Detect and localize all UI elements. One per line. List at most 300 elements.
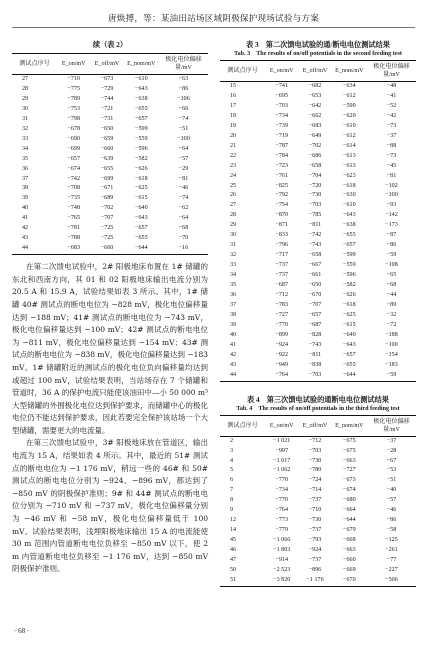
table-cell: 32 bbox=[230, 252, 237, 259]
table-cell: −40 bbox=[386, 487, 397, 494]
table-row bbox=[12, 244, 208, 254]
table-cell: −744 bbox=[100, 95, 114, 102]
table-cell: −754 bbox=[275, 202, 289, 209]
table-cell: 41 bbox=[230, 341, 237, 348]
table-cell: −630 bbox=[343, 192, 356, 199]
table-cell: −743 bbox=[308, 242, 322, 249]
table-row bbox=[220, 291, 416, 301]
table-cell: −737 bbox=[308, 557, 322, 564]
table-cell: −642 bbox=[308, 102, 322, 109]
table-row bbox=[12, 155, 208, 165]
table-cell: 43 bbox=[230, 361, 237, 368]
table-cell: −710 bbox=[67, 76, 81, 82]
table-cell: −53 bbox=[386, 467, 397, 474]
table-cell: −52 bbox=[386, 102, 397, 109]
table-cell: −922 bbox=[275, 351, 289, 358]
table-cell: −742 bbox=[67, 175, 81, 182]
table-cell: −770 bbox=[275, 497, 289, 504]
table-cell: −644 bbox=[332, 371, 367, 381]
table-cell: −613 bbox=[343, 162, 356, 169]
table-cell: −737 bbox=[275, 262, 289, 269]
table-cell: −690 bbox=[67, 135, 81, 142]
table-cell: −664 bbox=[343, 507, 356, 514]
table-cell: −792 bbox=[275, 192, 289, 199]
table-cell: 39 bbox=[230, 321, 237, 328]
table-cell: −42 bbox=[386, 112, 397, 119]
paragraph-second-feeding: 在第二次馈电试验中，2# 阳极地床布置在 1# 储罐的东北和西南方向，其 01 和 02 阳极地床输出电流分别为 20.5 A 和 15.9 A，试验结果如表 3 所示。其中，1# 储罐 40# 测试点的断电电位为 −828 mV，极化电位偏移量达到 −188 mV；41# 测试点的断电电位为 −743 mV，极化电位偏移量达到 −100 mV；42# 测试点的断电电位为 −811 mV，极化电位偏移量达到 −154 mV；43# 测试点的断电电位为 −838 mV，极化电位偏移量达到 −183 mV。1# 储罐附近的测试点的极化电位负向偏移量均达到或超过 100 mV，试验结果表明，当站场存在 7 个储罐和管道时，36 A 的保护电流只能使该油田中—小 50 000 m³ 大型储罐的外围极化电位达到保护要求，而储罐中心的极化电位仍不能达到保护要求，因此若要完全保护该站场一个大型储罐，需要更大的电流量。 bbox=[12, 262, 208, 435]
table-cell: −721 bbox=[100, 105, 114, 112]
table-cell: 3 bbox=[230, 447, 234, 454]
table-cell: −668 bbox=[343, 537, 356, 544]
table-row bbox=[12, 75, 208, 85]
table-cell: 36 bbox=[22, 165, 29, 172]
table-cell: −610 bbox=[343, 202, 356, 209]
table-row bbox=[220, 301, 416, 311]
table-cell: −2 523 bbox=[273, 566, 291, 573]
table-cell: −599 bbox=[343, 252, 356, 259]
table-cell: −761 bbox=[275, 172, 289, 179]
table-cell: −896 bbox=[308, 566, 322, 573]
table-cell: −663 bbox=[343, 547, 356, 554]
table-cell: 23 bbox=[230, 162, 237, 169]
table-cell: −626 bbox=[343, 292, 356, 299]
table-cell: −662 bbox=[308, 112, 322, 119]
table-cell: −741 bbox=[275, 83, 289, 89]
table-cell: 2 bbox=[230, 437, 234, 444]
table-cell: −660 bbox=[90, 244, 123, 254]
table-row bbox=[12, 214, 208, 224]
table-cell: −727 bbox=[343, 467, 356, 474]
table-cell: 39 bbox=[22, 195, 29, 202]
table-cell: 32 bbox=[22, 125, 29, 132]
table-cell: −870 bbox=[275, 212, 289, 219]
table-cell: −28 bbox=[386, 447, 397, 454]
table-cell: −77 bbox=[386, 557, 397, 564]
table-cell: −100 bbox=[177, 135, 190, 142]
table-row bbox=[220, 221, 416, 231]
table-cell: −781 bbox=[67, 225, 81, 232]
column-header: E_on/mV bbox=[265, 61, 298, 82]
table-cell: −66 bbox=[178, 105, 189, 112]
table-cell: −614 bbox=[343, 142, 356, 149]
table-cell: 33 bbox=[230, 262, 237, 269]
table-cell: −89 bbox=[386, 301, 397, 308]
table-cell: −610 bbox=[343, 122, 356, 129]
table-cell: −142 bbox=[385, 212, 398, 219]
column-header: E_nom/mV bbox=[332, 415, 367, 436]
table-row bbox=[220, 526, 416, 536]
table-row bbox=[220, 496, 416, 506]
table-cell: −661 bbox=[308, 272, 322, 279]
table-cell: −57 bbox=[178, 155, 189, 162]
table-cell: 38 bbox=[230, 311, 237, 318]
table-cell: −615 bbox=[343, 321, 356, 328]
table-cell: −674 bbox=[343, 487, 356, 494]
table-row bbox=[220, 162, 416, 172]
table-cell: −708 bbox=[67, 185, 81, 192]
table-cell: −1 017 bbox=[273, 457, 291, 464]
table-row bbox=[220, 251, 416, 261]
column-header: E_off/mV bbox=[298, 61, 331, 82]
table-cell: −775 bbox=[67, 85, 81, 92]
table-cell: −596 bbox=[135, 145, 148, 152]
table-cell: −1 021 bbox=[273, 437, 291, 444]
table-cell: −707 bbox=[100, 215, 114, 222]
table-cell: 12 bbox=[230, 517, 237, 524]
table-cell: −765 bbox=[67, 215, 81, 222]
table-row bbox=[220, 172, 416, 182]
table-cell: 34 bbox=[230, 272, 237, 279]
table-cell: −125 bbox=[385, 537, 398, 544]
table-cell: −683 bbox=[308, 122, 322, 129]
table-cell: −655 bbox=[343, 361, 356, 368]
table-cell: −789 bbox=[67, 95, 81, 102]
table-cell: −37 bbox=[386, 437, 397, 444]
table-cell: −811 bbox=[308, 222, 322, 229]
table-cell: −734 bbox=[275, 112, 289, 119]
table-cell: −615 bbox=[135, 195, 148, 202]
table-cell: −653 bbox=[308, 92, 322, 99]
table-cell: 19 bbox=[230, 122, 237, 129]
table-cell: 42 bbox=[230, 351, 237, 358]
table-cell: −73 bbox=[386, 122, 397, 129]
table2-continued bbox=[12, 53, 208, 255]
table-cell: −86 bbox=[386, 517, 397, 524]
table-cell: 51 bbox=[220, 576, 265, 586]
table-row bbox=[220, 281, 416, 291]
table-cell: −737 bbox=[275, 272, 289, 279]
table-cell: −86 bbox=[386, 242, 397, 249]
table-cell: 44 bbox=[220, 371, 265, 381]
table-cell: 35 bbox=[22, 155, 29, 162]
table-cell: −703 bbox=[308, 447, 322, 454]
table-cell: −87 bbox=[386, 232, 397, 239]
table-cell: −997 bbox=[275, 447, 289, 454]
table-cell: −735 bbox=[67, 195, 81, 202]
table-row bbox=[220, 556, 416, 566]
table-cell: −68 bbox=[178, 225, 189, 232]
table-cell: −764 bbox=[265, 371, 298, 381]
table-cell: 40 bbox=[22, 205, 29, 212]
table-cell: −102 bbox=[385, 182, 398, 189]
table-cell: −657 bbox=[343, 351, 356, 358]
table-cell: −100 bbox=[385, 192, 398, 199]
table-row bbox=[220, 142, 416, 152]
table-cell: −63 bbox=[178, 76, 189, 82]
table-cell: −643 bbox=[343, 341, 356, 348]
table-cell: 31 bbox=[230, 242, 237, 249]
column-header: 极化电位偏移量/mV bbox=[367, 415, 416, 436]
column-header: E_nom/mV bbox=[332, 61, 367, 82]
table-cell: −64 bbox=[178, 215, 189, 222]
table-cell: −227 bbox=[385, 566, 398, 573]
table-row bbox=[220, 371, 416, 381]
column-header: 测试点序号 bbox=[220, 415, 265, 436]
column-header: E_off/mV bbox=[90, 54, 123, 75]
table-cell: 26 bbox=[230, 192, 237, 199]
table-row bbox=[12, 145, 208, 155]
table-cell: 33 bbox=[22, 135, 29, 142]
column-header: 测试点序号 bbox=[220, 61, 265, 82]
table-cell: −871 bbox=[275, 222, 289, 229]
table-cell: −687 bbox=[308, 321, 322, 328]
table-cell: −106 bbox=[177, 95, 190, 102]
table-row bbox=[220, 486, 416, 496]
table-cell: −655 bbox=[135, 235, 148, 242]
table-cell: −623 bbox=[343, 172, 356, 179]
table-cell: −57 bbox=[386, 497, 397, 504]
table-cell: −663 bbox=[343, 457, 356, 464]
table-row bbox=[220, 271, 416, 281]
table-cell: −660 bbox=[100, 145, 114, 152]
table-cell: −764 bbox=[275, 507, 289, 514]
table-row bbox=[220, 576, 416, 586]
table-cell: −65 bbox=[386, 272, 397, 279]
table-cell: −93 bbox=[386, 202, 397, 209]
table-row bbox=[220, 82, 416, 92]
table-row bbox=[12, 95, 208, 105]
table-row bbox=[12, 224, 208, 234]
table-cell: 37 bbox=[22, 175, 29, 182]
table-cell: 27 bbox=[230, 202, 237, 209]
table-cell: 30 bbox=[22, 105, 29, 112]
table-cell: −62 bbox=[178, 205, 189, 212]
table-cell: −811 bbox=[308, 351, 322, 358]
table-cell: −173 bbox=[385, 222, 398, 229]
table-cell: −658 bbox=[308, 162, 322, 169]
table-cell: 20 bbox=[230, 132, 237, 139]
table-cell: −796 bbox=[275, 242, 289, 249]
table-cell: −748 bbox=[67, 205, 81, 212]
table-cell: −657 bbox=[135, 225, 148, 232]
table-cell: −784 bbox=[275, 152, 289, 159]
table4 bbox=[220, 415, 416, 587]
table-cell: −658 bbox=[308, 252, 322, 259]
table-cell: −3 820 bbox=[265, 576, 298, 586]
table-cell: −725 bbox=[100, 235, 114, 242]
table-row bbox=[220, 476, 416, 486]
table-cell: −660 bbox=[343, 557, 356, 564]
table-cell: 21 bbox=[230, 142, 237, 149]
table-cell: 5 bbox=[230, 467, 234, 474]
table-cell: −780 bbox=[308, 467, 322, 474]
table-cell: −742 bbox=[308, 232, 322, 239]
table-cell: −657 bbox=[308, 311, 322, 318]
table-cell: −45 bbox=[386, 162, 397, 169]
table-cell: −68 bbox=[386, 282, 397, 289]
table-cell: −100 bbox=[385, 341, 398, 348]
table-cell: −655 bbox=[343, 232, 356, 239]
table-cell: −44 bbox=[386, 292, 397, 299]
table-row bbox=[12, 234, 208, 244]
table-cell: −737 bbox=[308, 527, 322, 534]
table-cell: −670 bbox=[308, 292, 322, 299]
table-cell: −59 bbox=[386, 252, 397, 259]
table-row bbox=[12, 175, 208, 185]
table-row bbox=[12, 165, 208, 175]
table-cell: −707 bbox=[308, 301, 322, 308]
table-cell: −88 bbox=[386, 142, 397, 149]
table-cell: −717 bbox=[275, 252, 289, 259]
table-cell: −638 bbox=[343, 222, 356, 229]
table-cell: −712 bbox=[308, 437, 322, 444]
table-cell: −618 bbox=[135, 175, 148, 182]
table-cell: 8 bbox=[230, 497, 234, 504]
table-row bbox=[220, 122, 416, 132]
table-row bbox=[220, 241, 416, 251]
table-cell: −673 bbox=[343, 477, 356, 484]
table-cell: −559 bbox=[343, 262, 356, 269]
table-row bbox=[12, 115, 208, 125]
table-cell: −730 bbox=[308, 192, 322, 199]
table-row bbox=[220, 361, 416, 371]
table-row bbox=[220, 566, 416, 576]
table-row bbox=[12, 105, 208, 115]
table-cell: −51 bbox=[178, 125, 189, 132]
table-cell: −671 bbox=[100, 185, 114, 192]
table-cell: −48 bbox=[386, 83, 397, 89]
table-cell: −640 bbox=[135, 205, 148, 212]
left-column bbox=[12, 40, 208, 576]
table-cell: −64 bbox=[178, 145, 189, 152]
table-cell: −625 bbox=[343, 311, 356, 318]
table-row bbox=[220, 231, 416, 241]
table-cell: 29 bbox=[230, 222, 237, 229]
table-cell: −770 bbox=[275, 477, 289, 484]
table-cell: −673 bbox=[100, 76, 114, 82]
table-cell: −67 bbox=[386, 457, 397, 464]
table-cell: −779 bbox=[275, 527, 289, 534]
table-cell: −838 bbox=[308, 361, 322, 368]
table-cell: −657 bbox=[343, 242, 356, 249]
table-cell: −727 bbox=[275, 311, 289, 318]
table-cell: −74 bbox=[178, 115, 189, 122]
table-cell: −29 bbox=[178, 165, 189, 172]
table-cell: −582 bbox=[343, 282, 356, 289]
table-cell: −679 bbox=[343, 527, 356, 534]
table-cell: −612 bbox=[343, 92, 356, 99]
table-cell: 31 bbox=[22, 115, 29, 122]
table-cell: −770 bbox=[275, 321, 289, 328]
table-cell: 44 bbox=[12, 244, 57, 254]
table-cell: 24 bbox=[230, 172, 237, 179]
table-cell: 47 bbox=[230, 557, 237, 564]
table-cell: −506 bbox=[367, 576, 416, 586]
table-row bbox=[220, 341, 416, 351]
table-cell: −643 bbox=[343, 212, 356, 219]
table-cell: 46 bbox=[230, 547, 237, 554]
table-cell: 27 bbox=[22, 76, 29, 82]
table-row bbox=[220, 132, 416, 142]
table-cell: 25 bbox=[230, 182, 237, 189]
table-row bbox=[12, 194, 208, 204]
table-cell: −739 bbox=[275, 122, 289, 129]
table-cell: −699 bbox=[100, 175, 114, 182]
table-cell: −188 bbox=[385, 331, 398, 338]
table-row bbox=[220, 351, 416, 361]
table-row bbox=[220, 447, 416, 457]
table-cell: −154 bbox=[385, 351, 398, 358]
table-cell: −41 bbox=[386, 92, 397, 99]
column-header: E_off/mV bbox=[298, 415, 331, 436]
column-header: 测试点序号 bbox=[12, 54, 57, 75]
table-row bbox=[220, 321, 416, 331]
table-cell: −720 bbox=[308, 182, 322, 189]
table-cell: −634 bbox=[343, 83, 356, 89]
table-cell: −798 bbox=[67, 115, 81, 122]
table-cell: 35 bbox=[230, 282, 237, 289]
table-cell: −680 bbox=[343, 497, 356, 504]
table-cell: −731 bbox=[100, 115, 114, 122]
table-cell: −81 bbox=[178, 175, 189, 182]
table-cell: −924 bbox=[308, 547, 322, 554]
table-cell: −899 bbox=[275, 331, 289, 338]
table-cell: −667 bbox=[308, 262, 322, 269]
table-cell: −582 bbox=[135, 155, 148, 162]
table-cell: −643 bbox=[135, 85, 148, 92]
table-cell: −51 bbox=[386, 477, 397, 484]
table-cell: 4 bbox=[230, 457, 234, 464]
table-cell: −73 bbox=[386, 152, 397, 159]
table-cell: −74 bbox=[178, 195, 189, 202]
table-cell: −699 bbox=[67, 145, 81, 152]
table-cell: −612 bbox=[343, 132, 356, 139]
table-cell: −70 bbox=[178, 235, 189, 242]
table-cell: −599 bbox=[135, 125, 148, 132]
table-row bbox=[12, 204, 208, 214]
table-row bbox=[220, 516, 416, 526]
table-cell: −657 bbox=[67, 155, 81, 162]
table-cell: −16 bbox=[159, 244, 208, 254]
table-cell: 30 bbox=[230, 232, 237, 239]
table-cell: −620 bbox=[343, 112, 356, 119]
table-cell: −638 bbox=[135, 95, 148, 102]
table-cell: −914 bbox=[275, 557, 289, 564]
column-header: E_on/mV bbox=[57, 54, 90, 75]
table-cell: −596 bbox=[343, 272, 356, 279]
table-cell: −678 bbox=[67, 125, 81, 132]
table-cell: 42 bbox=[22, 225, 29, 232]
table-cell: −108 bbox=[385, 262, 398, 269]
table-cell: −695 bbox=[275, 92, 289, 99]
table-cell: −773 bbox=[275, 517, 289, 524]
table-row bbox=[220, 182, 416, 192]
table-cell: −670 bbox=[332, 576, 367, 586]
table-cell: −613 bbox=[343, 152, 356, 159]
table-row bbox=[220, 152, 416, 162]
table-cell: −650 bbox=[100, 125, 114, 132]
table-cell: 34 bbox=[22, 145, 29, 152]
table-cell: −753 bbox=[67, 105, 81, 112]
table3-caption: 表 3 第二次馈电试验的通/断电电位测试结果 bbox=[246, 41, 390, 49]
table-cell: −655 bbox=[135, 105, 148, 112]
table-cell: −640 bbox=[343, 331, 356, 338]
table-cell: 29 bbox=[22, 95, 29, 102]
table-cell: 36 bbox=[230, 292, 237, 299]
table-cell: −724 bbox=[308, 477, 322, 484]
table-cell: −32 bbox=[386, 311, 397, 318]
table-row bbox=[220, 311, 416, 321]
table-cell: −657 bbox=[135, 115, 148, 122]
table-row bbox=[220, 201, 416, 211]
table-cell: −655 bbox=[100, 165, 114, 172]
table-cell: −689 bbox=[100, 195, 114, 202]
table-cell: −702 bbox=[100, 205, 114, 212]
table-cell: −730 bbox=[308, 457, 322, 464]
table-cell: −734 bbox=[275, 487, 289, 494]
table-cell: −833 bbox=[275, 232, 289, 239]
table-cell: −702 bbox=[308, 142, 322, 149]
